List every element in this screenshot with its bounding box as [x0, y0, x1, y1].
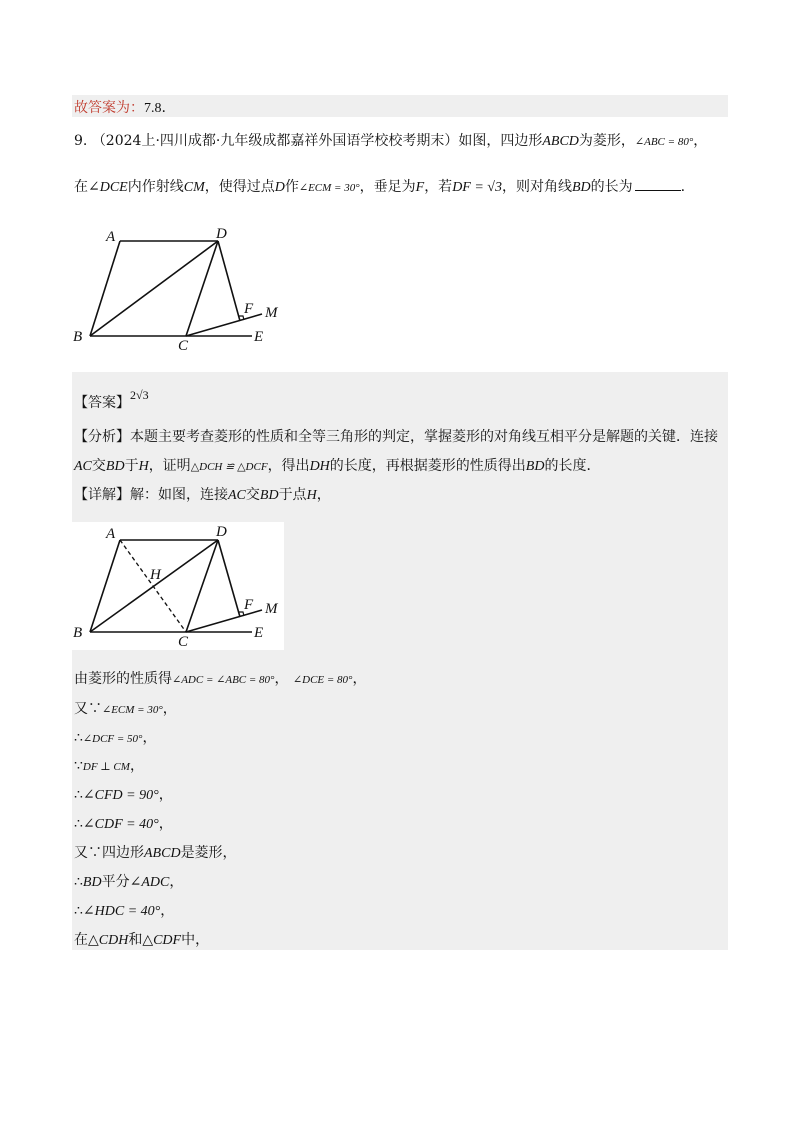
math-angle-ecm: ∠ECM = 30° — [298, 182, 360, 194]
math-dh: DH — [309, 459, 330, 474]
prev-answer-value: 7.8 — [144, 101, 162, 116]
math-h: H — [138, 459, 149, 474]
therefore-symbol: ∴ — [74, 874, 83, 890]
step-6 — [74, 813, 173, 833]
step-text: ， — [158, 787, 173, 803]
therefore-symbol: ∴ — [74, 730, 83, 746]
step-text: ， — [169, 874, 184, 890]
analysis-text: 交 — [91, 458, 106, 474]
detail-text: 于点 — [278, 487, 307, 503]
question-line-2 — [74, 176, 685, 196]
math-d: D — [274, 180, 285, 195]
prev-answer-end: . — [161, 100, 166, 116]
therefore-symbol: ∴ — [74, 903, 83, 919]
label-f: F — [244, 597, 254, 613]
step-text: 是菱形， — [180, 845, 237, 861]
question-number: 9. — [74, 133, 88, 149]
question-text: ， — [693, 133, 708, 149]
question-source: （2024上·四川成都·九年级成都嘉祥外国语学校校考期末） — [91, 133, 459, 149]
question-text: ，使得过点 — [204, 179, 275, 195]
question-text: . — [680, 179, 686, 195]
analysis-text: 的长度． — [544, 458, 601, 474]
label-b: B — [73, 329, 83, 345]
step-text: 中， — [181, 932, 210, 948]
question-line-1 — [74, 130, 707, 150]
math-expr: ∠DCE = 80° — [292, 674, 353, 686]
step-7 — [74, 842, 237, 862]
step-text: 平分 — [101, 874, 130, 890]
math-abcd: ABCD — [542, 134, 579, 149]
math-bd: BD — [259, 488, 279, 503]
label-m: M — [265, 601, 278, 617]
step-text: 在 — [74, 932, 88, 948]
math-bd: BD — [571, 180, 591, 195]
answer-blank — [635, 178, 681, 191]
label-h: H — [150, 567, 161, 583]
step-text: ， — [160, 903, 175, 919]
analysis-text: 本题主要考查菱形的性质和全等三角形的判定，掌握菱形的对角线互相平分是解题的关键．连接 — [130, 429, 718, 445]
math-angle-abc: ∠ABC = 80° — [634, 136, 694, 148]
step-8 — [74, 871, 183, 891]
math-df: DF = √3 — [452, 180, 502, 195]
detail-label: 【详解】 — [74, 487, 130, 503]
math-bd: BD — [525, 459, 545, 474]
math-expr: ∠CDF = 40° — [82, 817, 159, 832]
math-ac: AC — [228, 488, 246, 503]
math-congruence: △DCH ≌ △DCF — [190, 461, 268, 473]
step-text: 和 — [128, 932, 143, 948]
prev-answer-line — [74, 97, 166, 117]
prev-answer-band — [72, 95, 728, 117]
detail-text: ， — [316, 487, 331, 503]
question-text: ，垂足为 — [359, 179, 416, 195]
step-text: 由菱形的性质得 — [74, 671, 172, 687]
question-text: 内作射线 — [127, 179, 184, 195]
step-9 — [74, 900, 174, 920]
figure-rhombus — [70, 225, 290, 350]
math-expr: ∠ADC — [129, 875, 170, 890]
question-text: 如图，四边形 — [458, 133, 543, 149]
because-symbol: ∵ — [74, 758, 83, 774]
analysis-line-1 — [74, 426, 718, 446]
question-text: ，若 — [424, 179, 453, 195]
figure-rhombus-with-h — [70, 522, 285, 648]
math-expr: △CDF — [142, 933, 182, 948]
label-c: C — [178, 338, 189, 350]
detail-line — [74, 484, 331, 504]
detail-text: 解：如图，连接 — [130, 487, 228, 503]
step-5 — [74, 784, 173, 804]
math-expr: ∠ADC = ∠ABC = 80° — [172, 674, 275, 686]
math-expr: △CDH — [88, 933, 129, 948]
question-text: 的长为 — [590, 179, 633, 195]
analysis-text: 的长度，再根据菱形的性质得出 — [329, 458, 526, 474]
therefore-symbol: ∴ — [74, 787, 83, 803]
question-text: 为菱形， — [578, 133, 635, 149]
analysis-text: 于 — [124, 458, 139, 474]
question-text: ，则对角线 — [501, 179, 572, 195]
therefore-symbol: ∴ — [74, 816, 83, 832]
label-a: A — [106, 526, 116, 542]
math-expr: ∠DCF = 50° — [82, 733, 143, 745]
step-text: ， — [142, 730, 157, 746]
math-expr: ∠HDC = 40° — [82, 904, 161, 919]
prev-answer-label: 故答案为： — [74, 100, 144, 116]
detail-text: 交 — [245, 487, 260, 503]
math-angle-dce: ∠DCE — [88, 180, 128, 195]
answer-label: 【答案】 — [74, 395, 130, 411]
math-abcd: ABCD — [144, 846, 181, 861]
step-text: 又∵四边形 — [74, 845, 144, 861]
math-expr: ∠CFD = 90° — [82, 788, 159, 803]
analysis-line-2 — [74, 455, 600, 475]
label-f: F — [244, 301, 254, 317]
math-h: H — [306, 488, 317, 503]
math-expr: DF ⊥ CM — [82, 761, 130, 773]
analysis-text: ，得出 — [267, 458, 310, 474]
step-text: ， — [162, 701, 177, 717]
label-e: E — [254, 329, 264, 345]
step-text: ， — [129, 758, 144, 774]
label-d: D — [216, 524, 227, 540]
math-cm: CM — [183, 180, 205, 195]
math-bd: BD — [105, 459, 125, 474]
label-c: C — [178, 634, 189, 648]
step-text: ， — [274, 671, 289, 687]
step-2 — [74, 698, 177, 718]
math-f: F — [415, 180, 425, 195]
step-1 — [74, 668, 366, 688]
step-text: ， — [158, 816, 173, 832]
step-text: ， — [352, 671, 367, 687]
math-bd: BD — [82, 875, 102, 890]
label-a: A — [106, 229, 116, 245]
step-3 — [74, 727, 156, 747]
label-m: M — [265, 305, 278, 321]
math-expr: ∠ECM = 30° — [102, 704, 163, 716]
step-10 — [74, 929, 209, 949]
answer-value: 2√3 — [130, 388, 149, 402]
math-ac: AC — [74, 459, 92, 474]
label-d: D — [216, 226, 227, 242]
analysis-label: 【分析】 — [74, 429, 130, 445]
label-e: E — [254, 625, 264, 641]
label-b: B — [73, 625, 83, 641]
step-text: 又∵ — [74, 701, 102, 717]
step-4 — [74, 755, 144, 775]
question-text: 作 — [284, 179, 299, 195]
analysis-text: ，证明 — [148, 458, 191, 474]
question-text: 在 — [74, 179, 88, 195]
answer-line — [74, 384, 149, 411]
